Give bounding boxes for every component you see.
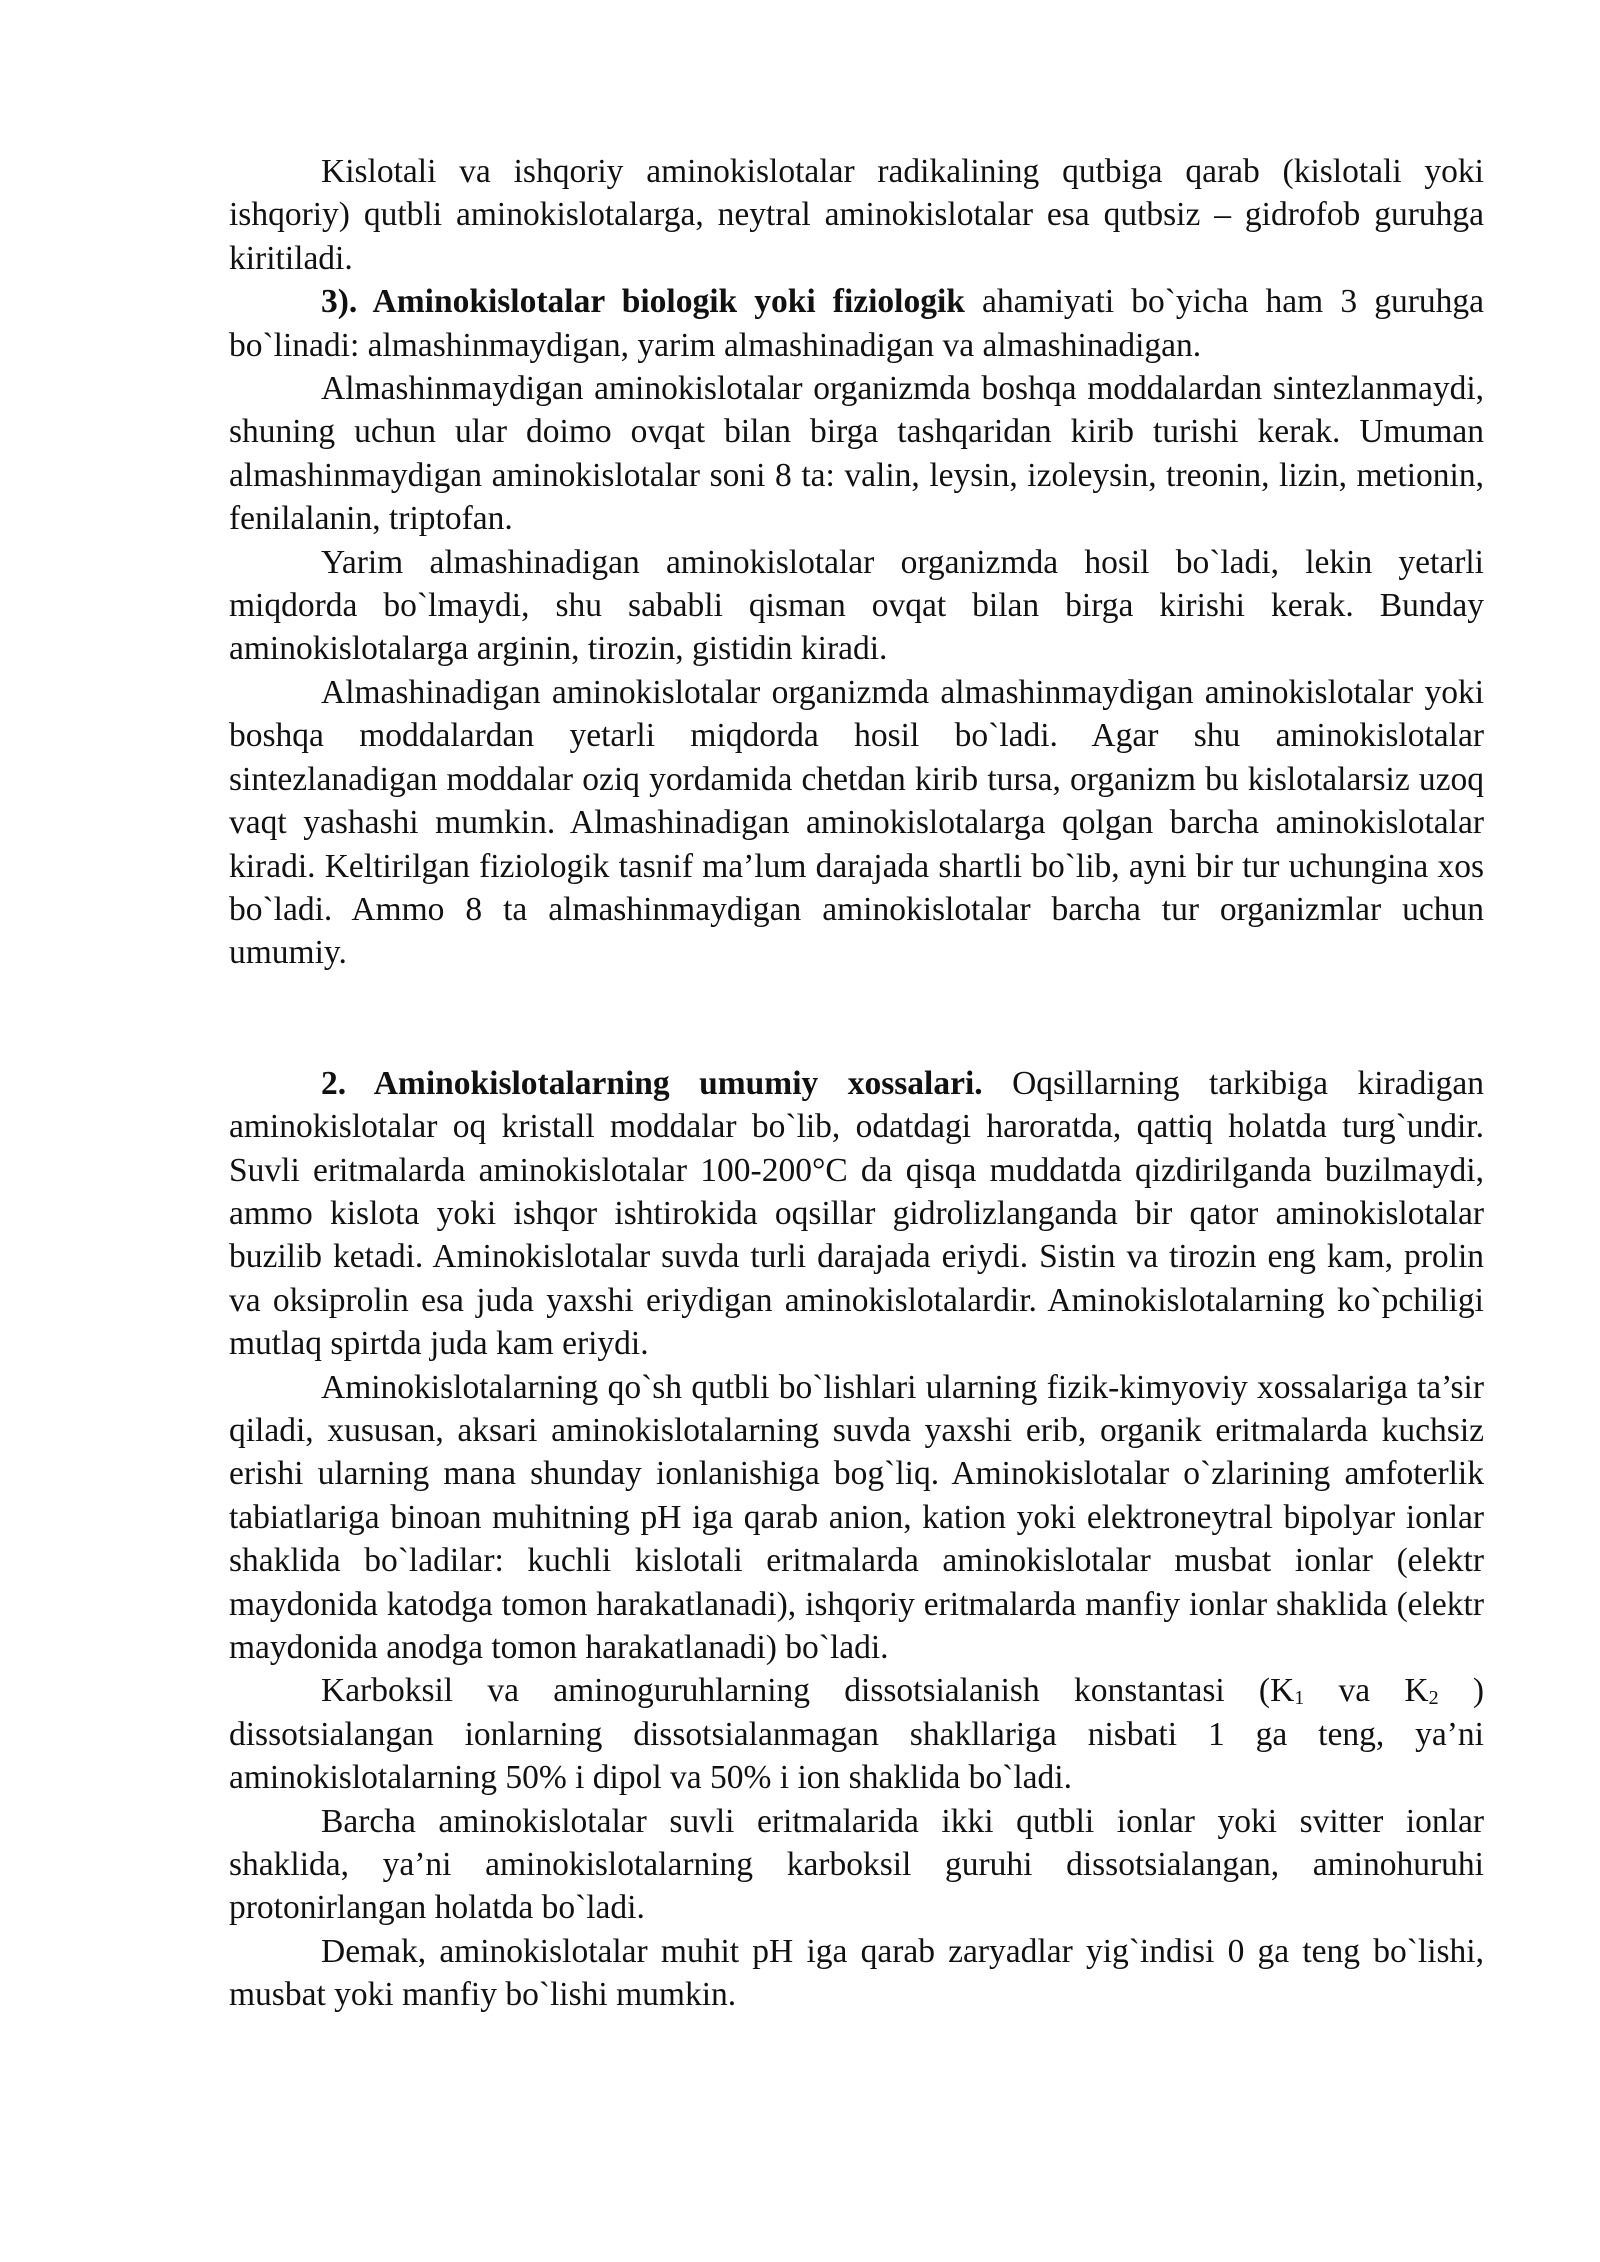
paragraph-dissociation-constants	[229, 1669, 1484, 1799]
document-page	[229, 150, 1484, 2017]
paragraph-charge-summary: Demak, aminokislotalar muhit pH iga qarab zaryadlar yig`indisi 0 ga teng bo`lishi, musbat yoki manfiy bo`lishi mumkin.	[229, 1932, 1484, 2014]
paragraph-text: ) dissotsialangan ionlarning dissotsialanmagan shakllariga nisbati 1 ga teng, ya’ni aminokislotalarning 50% i dipol va 50% i ion shaklida bo`ladi.	[229, 1672, 1484, 1797]
subscript: 2	[1428, 1687, 1439, 1710]
section-heading-biological: 3). Aminokislotalar biologik yoki fiziologik	[321, 283, 965, 321]
paragraph-biological-classification	[229, 280, 1484, 367]
paragraph-text: Oqsillarning tarkibiga kiradigan aminokislotalar oq kristall moddalar bo`lib, odatdagi haroratda, qattiq holatda turg`undir. Suvli eritmalarda aminokislotalar 100-200°C da qisqa muddatda qizdirilganda buzilmaydi, ammo kislota yoki ishqor ishtirokida oqsillar gidrolizlanganda bir qator aminokislotalar buzilib ketadi. Aminokislotalar suvda turli darajada eriydi. Sistin va tirozin eng kam, prolin va oksiprolin esa juda yaxshi eriydigan aminokislotalardir. Aminokislotalarning ko`pchiligi mutlaq spirtda juda kam eriydi.	[229, 1064, 1484, 1363]
paragraph-bipolar-ions: Aminokislotalarning qo`sh qutbli bo`lishlari ularning fizik-kimyoviy xossalariga ta’sir qiladi, xususan, aksari aminokislotalarning suvda yaxshi erib, organik eritmalarda kuchsiz erishi ularning mana shunday ionlanishiga bog`liq. Aminokislotalar o`zlarining amfoterlik tabiatlariga binoan muhitning pH iga qarab anion, kation yoki elektroneytral bipolyar ionlar shaklida bo`ladilar: kuchli kislotali eritmalarda aminokislotalar musbat ionlar (elektr maydonida katodga tomon harakatlanadi), ishqoriy eritmalarda manfiy ionlar shaklida (elektr maydonida anodga tomon harakatlanadi) bo`ladi.	[229, 1368, 1484, 1666]
subscript: 1	[1294, 1687, 1305, 1710]
paragraph-text: va K	[1304, 1672, 1429, 1710]
paragraph-text: ahamiyati bo`yicha ham 3 guruhga bo`linadi: almashinmaydigan, yarim almashinadigan va almashinadigan.	[229, 283, 1484, 364]
paragraph-general-properties	[229, 1062, 1484, 1366]
paragraph-polar-classification: Kislotali va ishqoriy aminokislotalar radikalining qutbiga qarab (kislotali yoki ishqoriy) qutbli aminokislotalarga, neytral aminokislotalar esa qutbsiz – gidrofob guruhga kiritiladi.	[229, 153, 1484, 277]
section-heading-general-properties: 2. Aminokislotalarning umumiy xossalari.	[321, 1064, 983, 1102]
paragraph-text: Karboksil va aminoguruhlarning dissotsialanish konstantasi (K	[321, 1672, 1295, 1710]
paragraph-zwitterions: Barcha aminokislotalar suvli eritmalarida ikki qutbli ionlar yoki svitter ionlar shaklida, ya’ni aminokislotalarning karboksil guruhi dissotsialangan, aminohuruhi protonirlangan holatda bo`ladi.	[229, 1802, 1484, 1927]
paragraph-essential-amino-acids: Almashinmaydigan aminokislotalar organizmda boshqa moddalardan sintezlanmaydi, shuning uchun ular doimo ovqat bilan birga tashqaridan kirib turishi kerak. Umuman almashinmaydigan aminokislotalar soni 8 ta: valin, leysin, izoleysin, treonin, lizin, metionin, fenilalanin, triptofan.	[229, 370, 1484, 538]
paragraph-semi-essential-amino-acids: Yarim almashinadigan aminokislotalar organizmda hosil bo`ladi, lekin yetarli miqdorda bo`lmaydi, shu sababli qisman ovqat bilan birga kirishi kerak. Bunday aminokislotalarga arginin, tirozin, gistidin kiradi.	[229, 543, 1484, 668]
paragraph-nonessential-amino-acids: Almashinadigan aminokislotalar organizmda almashinmaydigan aminokislotalar yoki boshqa moddalardan yetarli miqdorda hosil bo`ladi. Agar shu aminokislotalar sintezlanadigan moddalar oziq yordamida chetdan kirib tursa, organizm bu kislotalarsiz uzoq vaqt yashashi mumkin. Almashinadigan aminokislotalarga qolgan barcha aminokislotalar kiradi. Keltirilgan fiziologik tasnif ma’lum darajada shartli bo`lib, ayni bir tur uchungina xos bo`ladi. Ammo 8 ta almashinmaydigan aminokislotalar barcha tur organizmlar uchun umumiy.	[229, 673, 1484, 972]
